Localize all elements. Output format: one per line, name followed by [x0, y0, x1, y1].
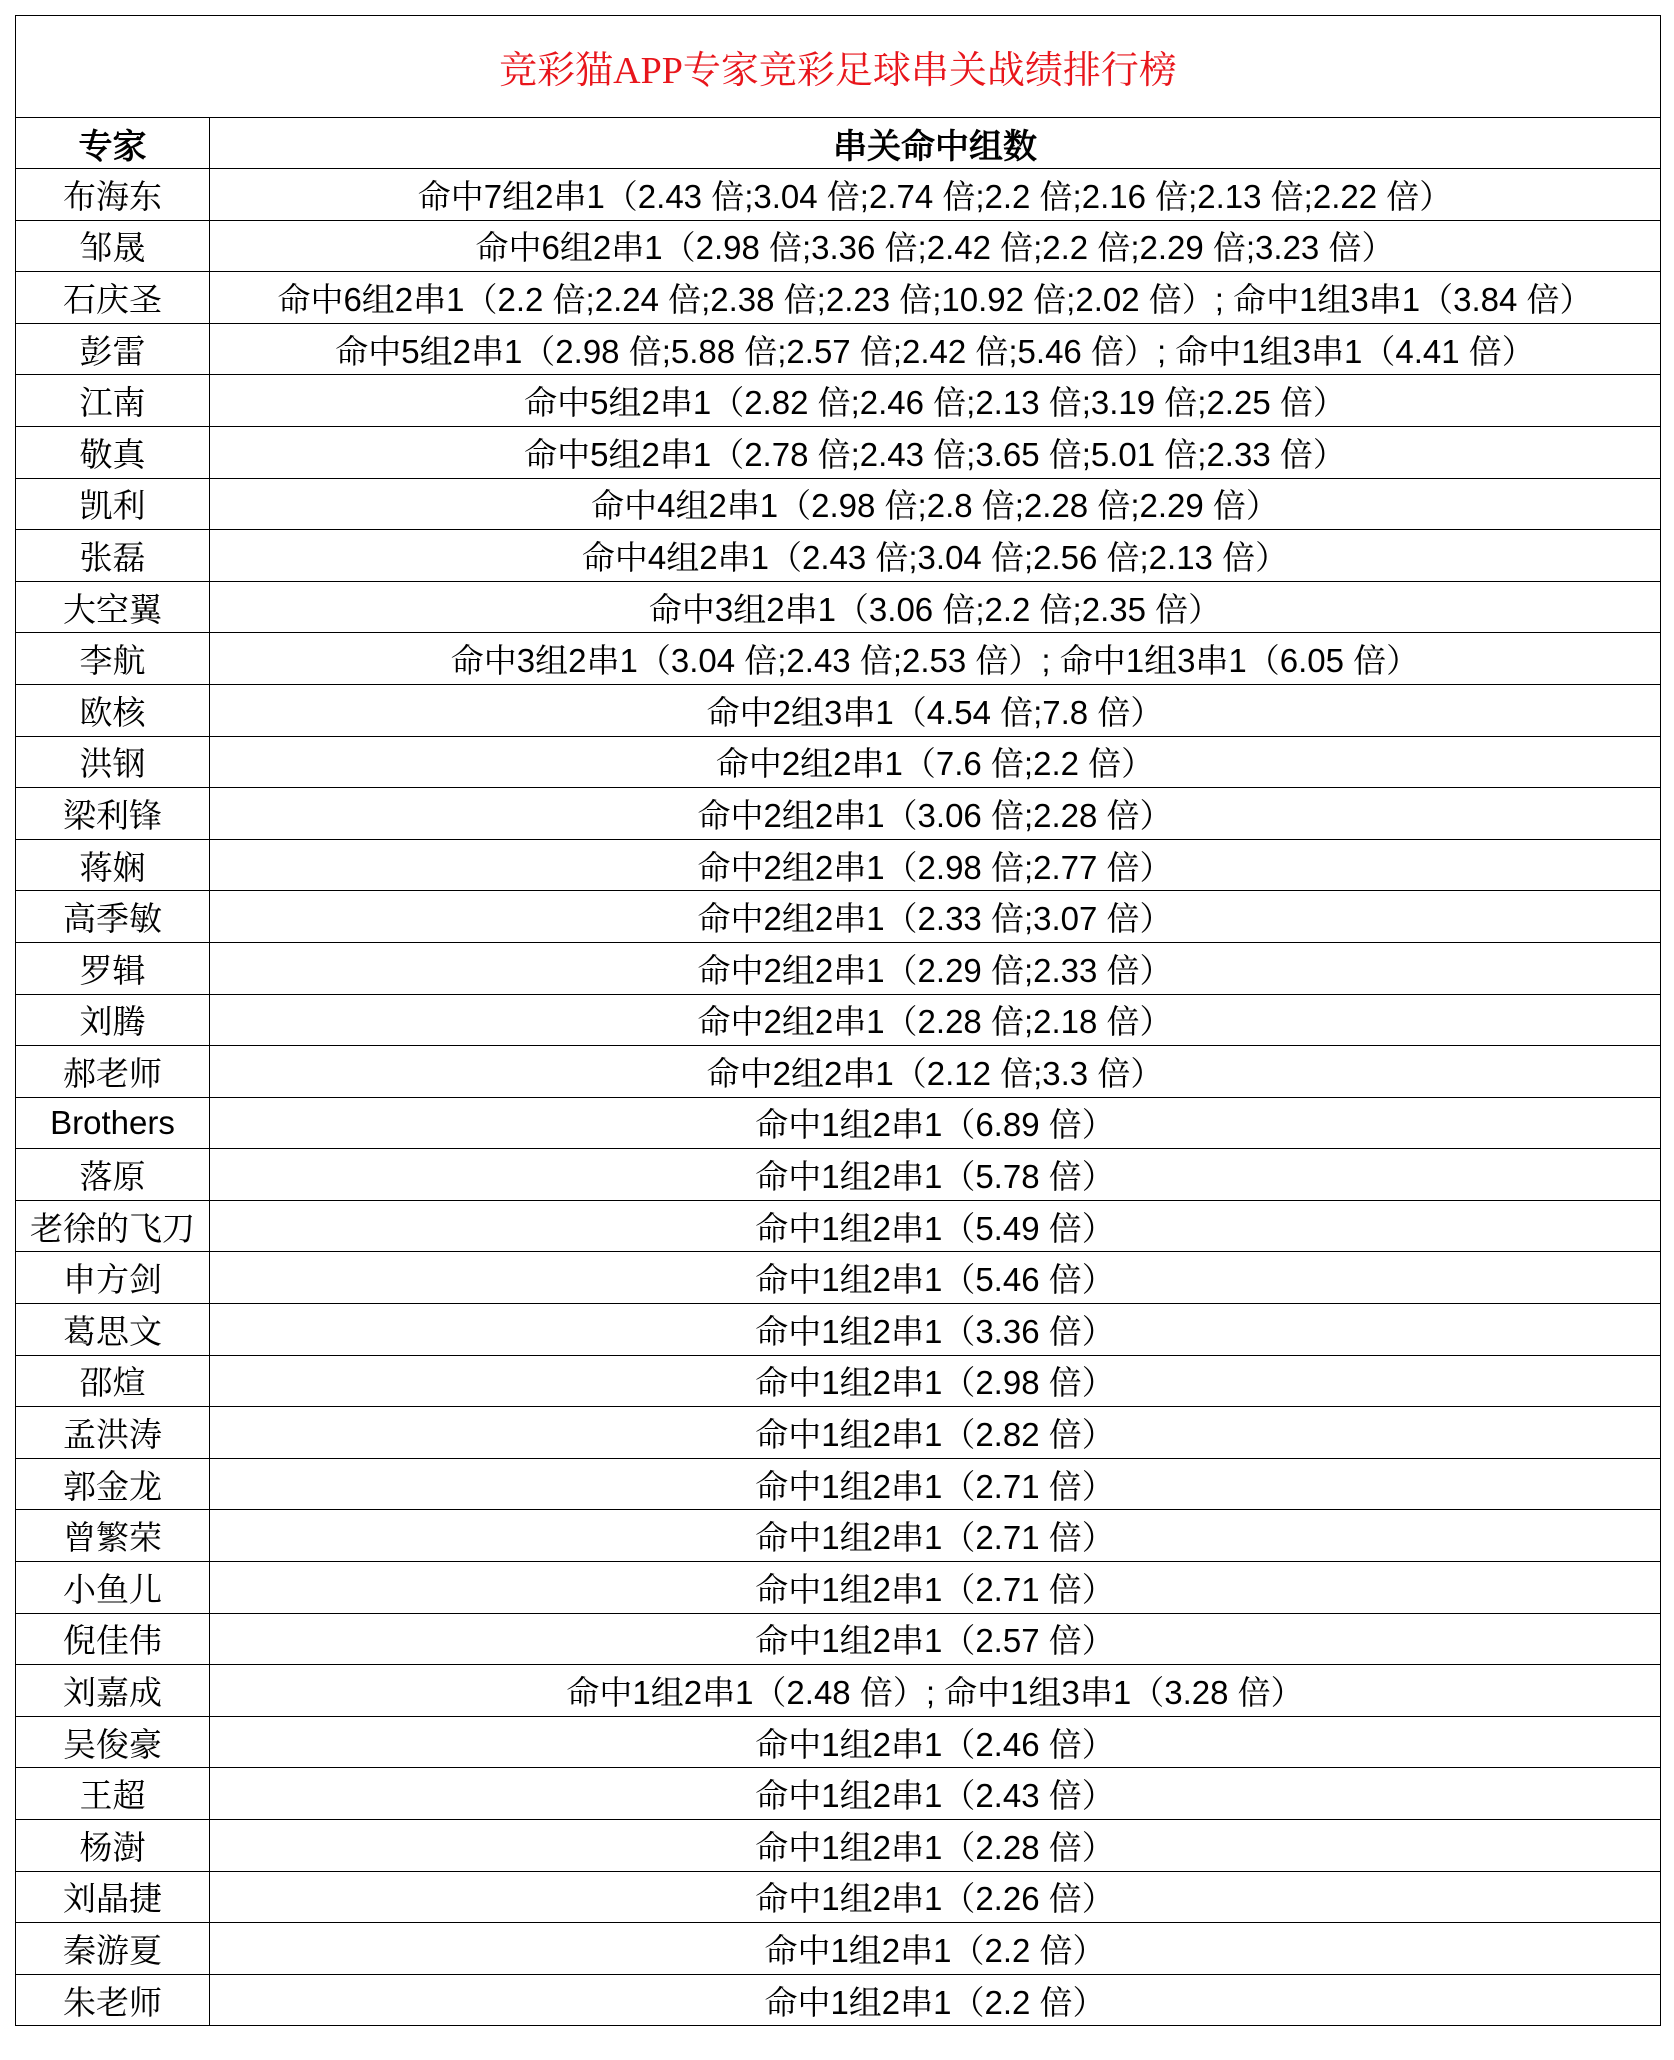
table-row: [16, 1200, 1661, 1252]
table-row: [16, 1097, 1661, 1149]
expert-name-cell: 朱老师: [16, 1974, 210, 2026]
expert-name-cell: 落原: [16, 1149, 210, 1201]
expert-name-cell: 曾繁荣: [16, 1510, 210, 1562]
hit-record-cell: 命中5组2串1（2.98 倍;5.88 倍;2.57 倍;2.42 倍;5.46 倍）; 命中1组3串1（4.41 倍）: [210, 323, 1661, 375]
expert-name-cell: 蒋娴: [16, 839, 210, 891]
table-row: [16, 1149, 1661, 1201]
table-row: [16, 1716, 1661, 1768]
table-row: [16, 994, 1661, 1046]
expert-name-cell: 高季敏: [16, 891, 210, 943]
hit-record-cell: 命中2组2串1（2.12 倍;3.3 倍）: [210, 1046, 1661, 1098]
hit-record-cell: 命中3组2串1（3.04 倍;2.43 倍;2.53 倍）; 命中1组3串1（6.05 倍）: [210, 633, 1661, 685]
table-row: [16, 1665, 1661, 1717]
table-row: [16, 942, 1661, 994]
table-row: [16, 1562, 1661, 1614]
expert-name-cell: 王超: [16, 1768, 210, 1820]
ranking-table: [15, 15, 1661, 2026]
table-row: [16, 839, 1661, 891]
hit-record-cell: 命中1组2串1（2.82 倍）: [210, 1407, 1661, 1459]
expert-name-cell: 郭金龙: [16, 1458, 210, 1510]
hit-record-cell: 命中1组2串1（2.71 倍）: [210, 1458, 1661, 1510]
table-row: [16, 1252, 1661, 1304]
table-body: [16, 169, 1661, 2026]
hit-record-cell: 命中1组2串1（2.26 倍）: [210, 1871, 1661, 1923]
expert-name-cell: 老徐的飞刀: [16, 1200, 210, 1252]
table-row: [16, 1974, 1661, 2026]
hit-record-cell: 命中2组2串1（3.06 倍;2.28 倍）: [210, 788, 1661, 840]
expert-name-cell: 秦游夏: [16, 1923, 210, 1975]
table-row: [16, 581, 1661, 633]
hit-record-cell: 命中6组2串1（2.2 倍;2.24 倍;2.38 倍;2.23 倍;10.92 倍;2.02 倍）; 命中1组3串1（3.84 倍）: [210, 272, 1661, 324]
hit-record-cell: 命中1组2串1（2.43 倍）: [210, 1768, 1661, 1820]
expert-name-cell: 石庆圣: [16, 272, 210, 324]
table-row: [16, 478, 1661, 530]
expert-name-cell: 杨澍: [16, 1820, 210, 1872]
column-header-expert: 专家: [16, 118, 210, 169]
expert-name-cell: 大空翼: [16, 581, 210, 633]
expert-name-cell: 申方剑: [16, 1252, 210, 1304]
hit-record-cell: 命中4组2串1（2.43 倍;3.04 倍;2.56 倍;2.13 倍）: [210, 530, 1661, 582]
expert-name-cell: 凯利: [16, 478, 210, 530]
table-row: [16, 1768, 1661, 1820]
expert-name-cell: 欧核: [16, 684, 210, 736]
table-row: [16, 169, 1661, 221]
hit-record-cell: 命中2组2串1（2.29 倍;2.33 倍）: [210, 942, 1661, 994]
expert-name-cell: 彭雷: [16, 323, 210, 375]
table-row: [16, 1923, 1661, 1975]
table-row: [16, 1355, 1661, 1407]
hit-record-cell: 命中1组2串1（2.98 倍）: [210, 1355, 1661, 1407]
expert-name-cell: 郝老师: [16, 1046, 210, 1098]
hit-record-cell: 命中1组2串1（3.36 倍）: [210, 1304, 1661, 1356]
table-title: 竞彩猫APP专家竞彩足球串关战绩排行榜: [16, 16, 1661, 118]
hit-record-cell: 命中1组2串1（5.46 倍）: [210, 1252, 1661, 1304]
hit-record-cell: 命中1组2串1（5.78 倍）: [210, 1149, 1661, 1201]
hit-record-cell: 命中2组2串1（7.6 倍;2.2 倍）: [210, 736, 1661, 788]
hit-record-cell: 命中2组2串1（2.33 倍;3.07 倍）: [210, 891, 1661, 943]
title-row: [16, 16, 1661, 118]
header-row: [16, 118, 1661, 169]
expert-name-cell: 倪佳伟: [16, 1613, 210, 1665]
expert-name-cell: 江南: [16, 375, 210, 427]
hit-record-cell: 命中1组2串1（2.71 倍）: [210, 1562, 1661, 1614]
table-row: [16, 323, 1661, 375]
expert-name-cell: 罗辑: [16, 942, 210, 994]
expert-name-cell: Brothers: [16, 1097, 210, 1149]
table-row: [16, 220, 1661, 272]
table-row: [16, 1613, 1661, 1665]
expert-name-cell: 梁利锋: [16, 788, 210, 840]
hit-record-cell: 命中1组2串1（5.49 倍）: [210, 1200, 1661, 1252]
hit-record-cell: 命中2组3串1（4.54 倍;7.8 倍）: [210, 684, 1661, 736]
hit-record-cell: 命中4组2串1（2.98 倍;2.8 倍;2.28 倍;2.29 倍）: [210, 478, 1661, 530]
table-row: [16, 1510, 1661, 1562]
table-row: [16, 788, 1661, 840]
column-header-record: 串关命中组数: [210, 118, 1661, 169]
table-row: [16, 1304, 1661, 1356]
expert-name-cell: 布海东: [16, 169, 210, 221]
table-row: [16, 891, 1661, 943]
hit-record-cell: 命中5组2串1（2.78 倍;2.43 倍;3.65 倍;5.01 倍;2.33 倍）: [210, 426, 1661, 478]
expert-name-cell: 敬真: [16, 426, 210, 478]
hit-record-cell: 命中1组2串1（2.2 倍）: [210, 1923, 1661, 1975]
hit-record-cell: 命中1组2串1（2.57 倍）: [210, 1613, 1661, 1665]
hit-record-cell: 命中3组2串1（3.06 倍;2.2 倍;2.35 倍）: [210, 581, 1661, 633]
hit-record-cell: 命中1组2串1（2.48 倍）; 命中1组3串1（3.28 倍）: [210, 1665, 1661, 1717]
hit-record-cell: 命中7组2串1（2.43 倍;3.04 倍;2.74 倍;2.2 倍;2.16 倍;2.13 倍;2.22 倍）: [210, 169, 1661, 221]
table-row: [16, 736, 1661, 788]
table-row: [16, 1871, 1661, 1923]
hit-record-cell: 命中1组2串1（2.46 倍）: [210, 1716, 1661, 1768]
hit-record-cell: 命中1组2串1（2.2 倍）: [210, 1974, 1661, 2026]
expert-name-cell: 小鱼儿: [16, 1562, 210, 1614]
expert-name-cell: 孟洪涛: [16, 1407, 210, 1459]
hit-record-cell: 命中1组2串1（6.89 倍）: [210, 1097, 1661, 1149]
hit-record-cell: 命中1组2串1（2.28 倍）: [210, 1820, 1661, 1872]
expert-name-cell: 刘腾: [16, 994, 210, 1046]
expert-name-cell: 李航: [16, 633, 210, 685]
expert-name-cell: 洪钢: [16, 736, 210, 788]
expert-name-cell: 邵煊: [16, 1355, 210, 1407]
expert-name-cell: 刘晶捷: [16, 1871, 210, 1923]
hit-record-cell: 命中6组2串1（2.98 倍;3.36 倍;2.42 倍;2.2 倍;2.29 倍;3.23 倍）: [210, 220, 1661, 272]
hit-record-cell: 命中2组2串1（2.98 倍;2.77 倍）: [210, 839, 1661, 891]
table-row: [16, 1046, 1661, 1098]
expert-name-cell: 葛思文: [16, 1304, 210, 1356]
table-row: [16, 272, 1661, 324]
expert-name-cell: 吴俊豪: [16, 1716, 210, 1768]
table-row: [16, 1820, 1661, 1872]
hit-record-cell: 命中5组2串1（2.82 倍;2.46 倍;2.13 倍;3.19 倍;2.25 倍）: [210, 375, 1661, 427]
table-row: [16, 1458, 1661, 1510]
table-row: [16, 530, 1661, 582]
table-row: [16, 375, 1661, 427]
table-row: [16, 1407, 1661, 1459]
expert-name-cell: 邹晟: [16, 220, 210, 272]
table-row: [16, 684, 1661, 736]
table-row: [16, 633, 1661, 685]
table-row: [16, 426, 1661, 478]
hit-record-cell: 命中2组2串1（2.28 倍;2.18 倍）: [210, 994, 1661, 1046]
expert-name-cell: 刘嘉成: [16, 1665, 210, 1717]
expert-name-cell: 张磊: [16, 530, 210, 582]
hit-record-cell: 命中1组2串1（2.71 倍）: [210, 1510, 1661, 1562]
